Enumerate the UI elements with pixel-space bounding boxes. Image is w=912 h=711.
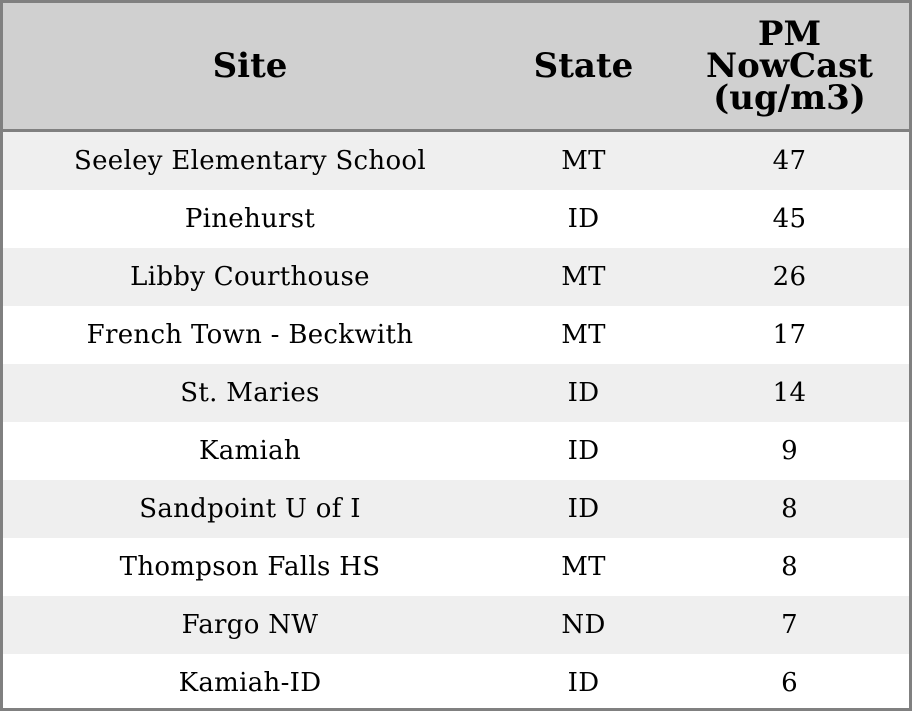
pm-value-cell: 6 [781,668,798,698]
table-row [3,306,909,364]
site-cell: Libby Courthouse [130,262,370,292]
pm-value-cell: 14 [772,378,807,408]
table-row [3,596,909,654]
state-cell: ID [567,436,600,466]
pm-value-cell: 17 [772,320,807,350]
table-row [3,248,909,306]
state-cell: MT [561,552,606,582]
site-cell: Kamiah [199,436,301,466]
pm-value-cell: 7 [781,610,798,640]
table-row [3,480,909,538]
state-cell: ID [567,494,600,524]
table-body [3,132,909,711]
pm-value-cell: 45 [772,204,807,234]
table-row [3,190,909,248]
state-cell: MT [561,262,606,292]
table-header-row [3,3,909,132]
table-row [3,364,909,422]
table-row [3,422,909,480]
site-cell: Kamiah-ID [178,668,322,698]
state-cell: MT [561,146,606,176]
column-header-pm-nowcast: PM NowCast (ug/m3) [706,14,873,118]
table-row [3,654,909,711]
column-header-site: Site [212,46,288,86]
site-cell: Seeley Elementary School [74,146,426,176]
pm-value-cell: 26 [772,262,807,292]
state-cell: MT [561,320,606,350]
table-row [3,132,909,190]
site-cell: Sandpoint U of I [139,494,361,524]
pm-value-cell: 9 [781,436,798,466]
site-cell: French Town - Beckwith [86,320,414,350]
state-cell: ID [567,668,600,698]
site-cell: Fargo NW [181,610,319,640]
state-cell: ND [561,610,606,640]
state-cell: ID [567,378,600,408]
table-row [3,538,909,596]
site-cell: Pinehurst [184,204,316,234]
site-cell: St. Maries [180,378,320,408]
pm-value-cell: 8 [781,494,798,524]
column-header-state: State [533,46,634,86]
pm-value-cell: 47 [772,146,807,176]
site-cell: Thompson Falls HS [119,552,381,582]
pm-value-cell: 8 [781,552,798,582]
state-cell: ID [567,204,600,234]
